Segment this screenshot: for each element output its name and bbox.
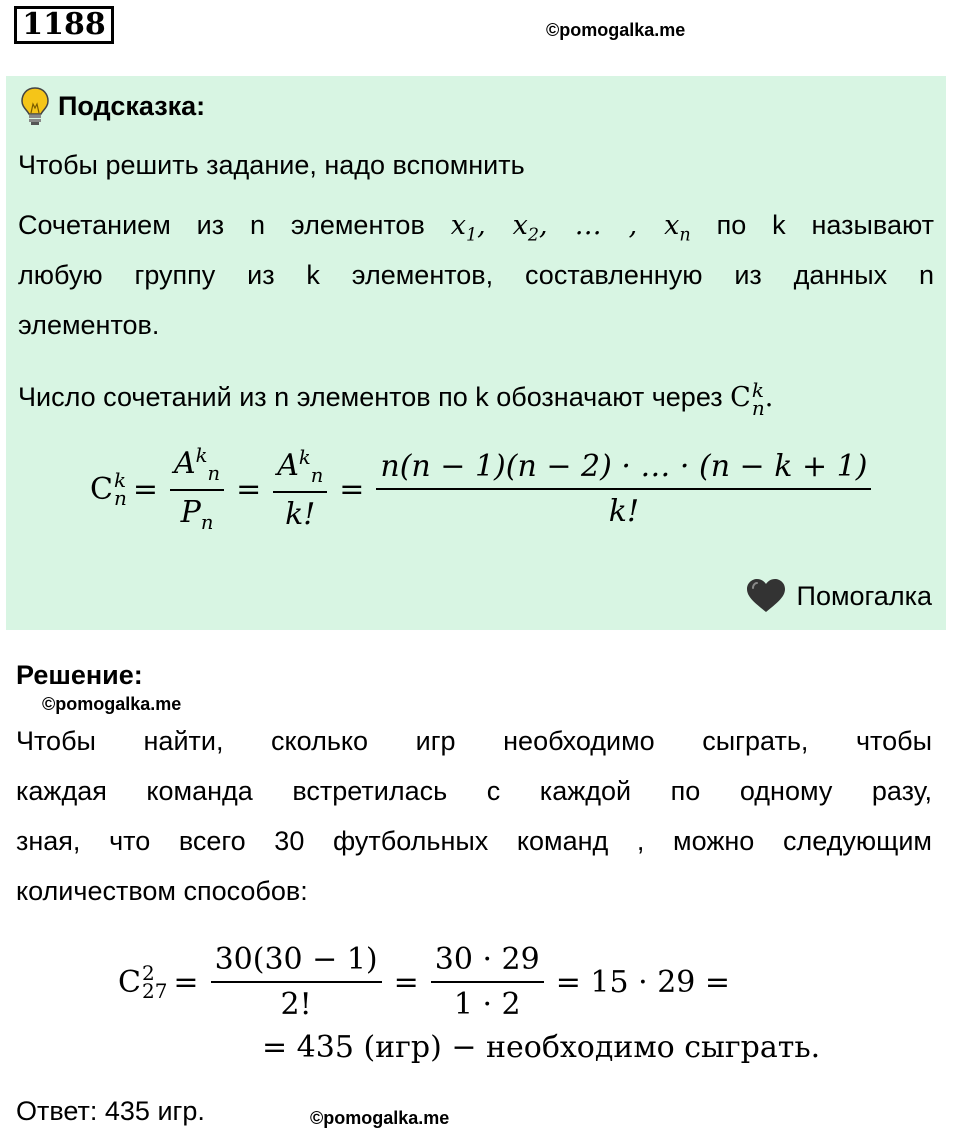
signature xyxy=(745,578,932,614)
solution-formula-result: = 435 (игр) − необходимо сыграть. xyxy=(262,1030,821,1065)
elements-formula: $x_1$, $x_2$, … , $x_n$ xyxy=(450,210,691,246)
task-number: 1188 xyxy=(14,6,114,44)
solution-title: Решение: xyxy=(16,660,143,690)
solution-formula: C 2 27 = $\frac{30(30 - 1)}{2!}$ = $\frac{30 \cdot 29}{1 \cdot 2}$ = 15 · 29 = xyxy=(118,942,731,1022)
hint-title-text: Подсказка: xyxy=(58,90,206,121)
combination-formula: C k n = $\frac{A^k_n}{P_n}$ = $\frac{A^k_n}{k!}$ = $\frac{n(n - 1)(n - 2) \cdot \dots \cdot (n - k + 1)}{k!}$ xyxy=(90,444,877,534)
lightbulb-icon xyxy=(20,86,50,126)
hint-definition-line-3: элементов. xyxy=(18,310,160,340)
definition-part-a: Сочетанием из n элементов xyxy=(18,210,425,240)
notation-text: Число сочетаний из n элементов по k обозначают через xyxy=(18,382,723,412)
answer: Ответ: 435 игр. xyxy=(16,1096,205,1126)
notation-symbol: C k n . xyxy=(730,377,774,420)
heart-icon xyxy=(745,578,787,614)
watermark-top: ©pomogalka.me xyxy=(546,20,686,40)
hint-box xyxy=(6,76,946,630)
hint-definition-line-2: любую группу из k элементов, составленную из данных n xyxy=(18,260,934,290)
hint-title xyxy=(20,86,205,126)
solution-line-2: каждая команда встретилась с каждой по одному разу, xyxy=(16,776,932,806)
solution-line-1: Чтобы найти, сколько игр необходимо сыграть, чтобы xyxy=(16,726,932,756)
solution-line-3: зная, что всего 30 футбольных команд , можно следующим xyxy=(16,826,932,856)
watermark-middle: ©pomogalka.me xyxy=(42,694,182,714)
hint-intro: Чтобы решить задание, надо вспомнить xyxy=(18,150,525,180)
hint-notation xyxy=(18,372,773,423)
watermark-bottom: ©pomogalka.me xyxy=(310,1108,450,1128)
signature-text: Помогалка xyxy=(796,580,932,611)
solution-line-4: количеством способов: xyxy=(16,876,308,906)
definition-part-b: по k называют xyxy=(716,210,934,240)
